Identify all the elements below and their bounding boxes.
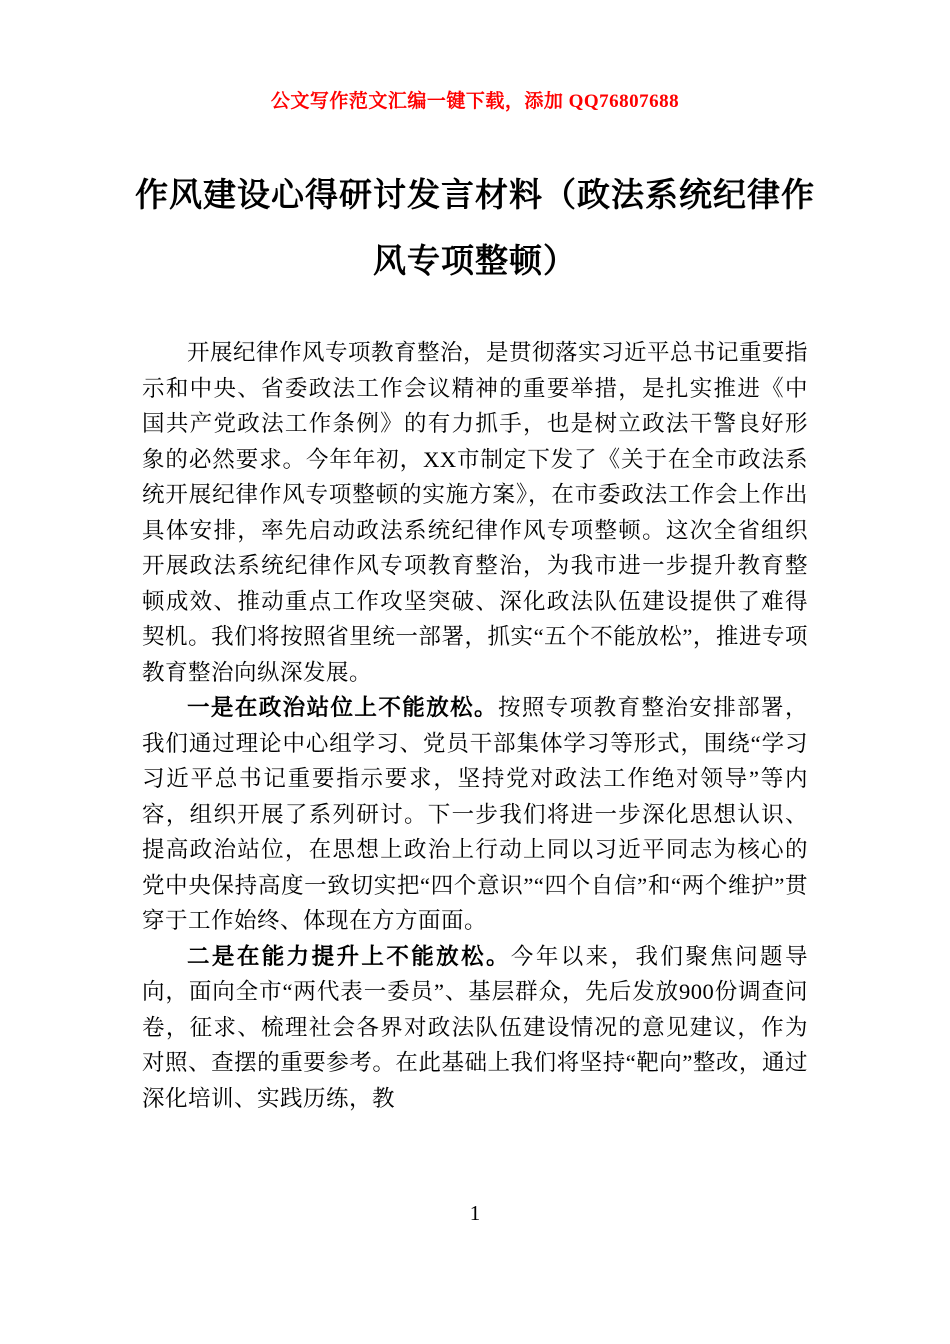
document-title: 作风建设心得研讨发言材料（政法系统纪律作风专项整顿） (135, 178, 815, 280)
paragraph-point-two (142, 939, 808, 1117)
page-number: 1 (469, 1201, 481, 1225)
paragraph-point-one (142, 690, 808, 939)
paragraph-text: 今年以来，我们聚焦问题导向，面向全市“两代表一委员”、基层群众，先后发放900份调查问卷，征求、梳理社会各界对政法队伍建设情况的意见建议，作为对照、查摆的重要参考。在此基础上我们将坚持“靶向”整改，通过深化培训、实践历练，教 (142, 943, 808, 1111)
paragraph-text: 开展纪律作风专项教育整治，是贯彻落实习近平总书记重要指示和中央、省委政法工作会议精神的重要举措，是扎实推进《中国共产党政法工作条例》的有力抓手，也是树立政法干警良好形象的必然要求。今年年初，XX市制定下发了《关于在全市政法系统开展纪律作风专项整顿的实施方案》，在市委政法工作会上作出具体安排，率先启动政法系统纪律作风专项整顿。这次全省组织开展政法系统纪律作风专项教育整治，为我市进一步提升教育整顿成效、推动重点工作攻坚突破、深化政法队伍建设提供了难得契机。我们将按照省里统一部署，抓实“五个不能放松”，推进专项教育整治向纵深发展。 (142, 340, 809, 685)
paragraph-lead: 二是在能力提升上不能放松。 (187, 943, 511, 969)
paragraph-lead: 一是在政治站位上不能放松。 (187, 695, 498, 720)
document-body (142, 335, 808, 1116)
paragraph-text: 按照专项教育整治安排部署，我们通过理论中心组学习、党员干部集体学习等形式，围绕“学习习近平总书记重要指示要求，坚持党对政法工作绝对领导”等内容，组织开展了系列研讨。下一步我们将进一步深化思想认识、提高政治站位，在思想上政治上行动上同以习近平同志为核心的党中央保持高度一致切实把“四个意识”“四个自信”和“两个维护”贯穿于工作始终、体现在方方面面。 (142, 695, 808, 933)
header-notice: 公文写作范文汇编一键下载，添加 QQ76807688 (270, 91, 680, 112)
paragraph-intro (142, 335, 808, 690)
